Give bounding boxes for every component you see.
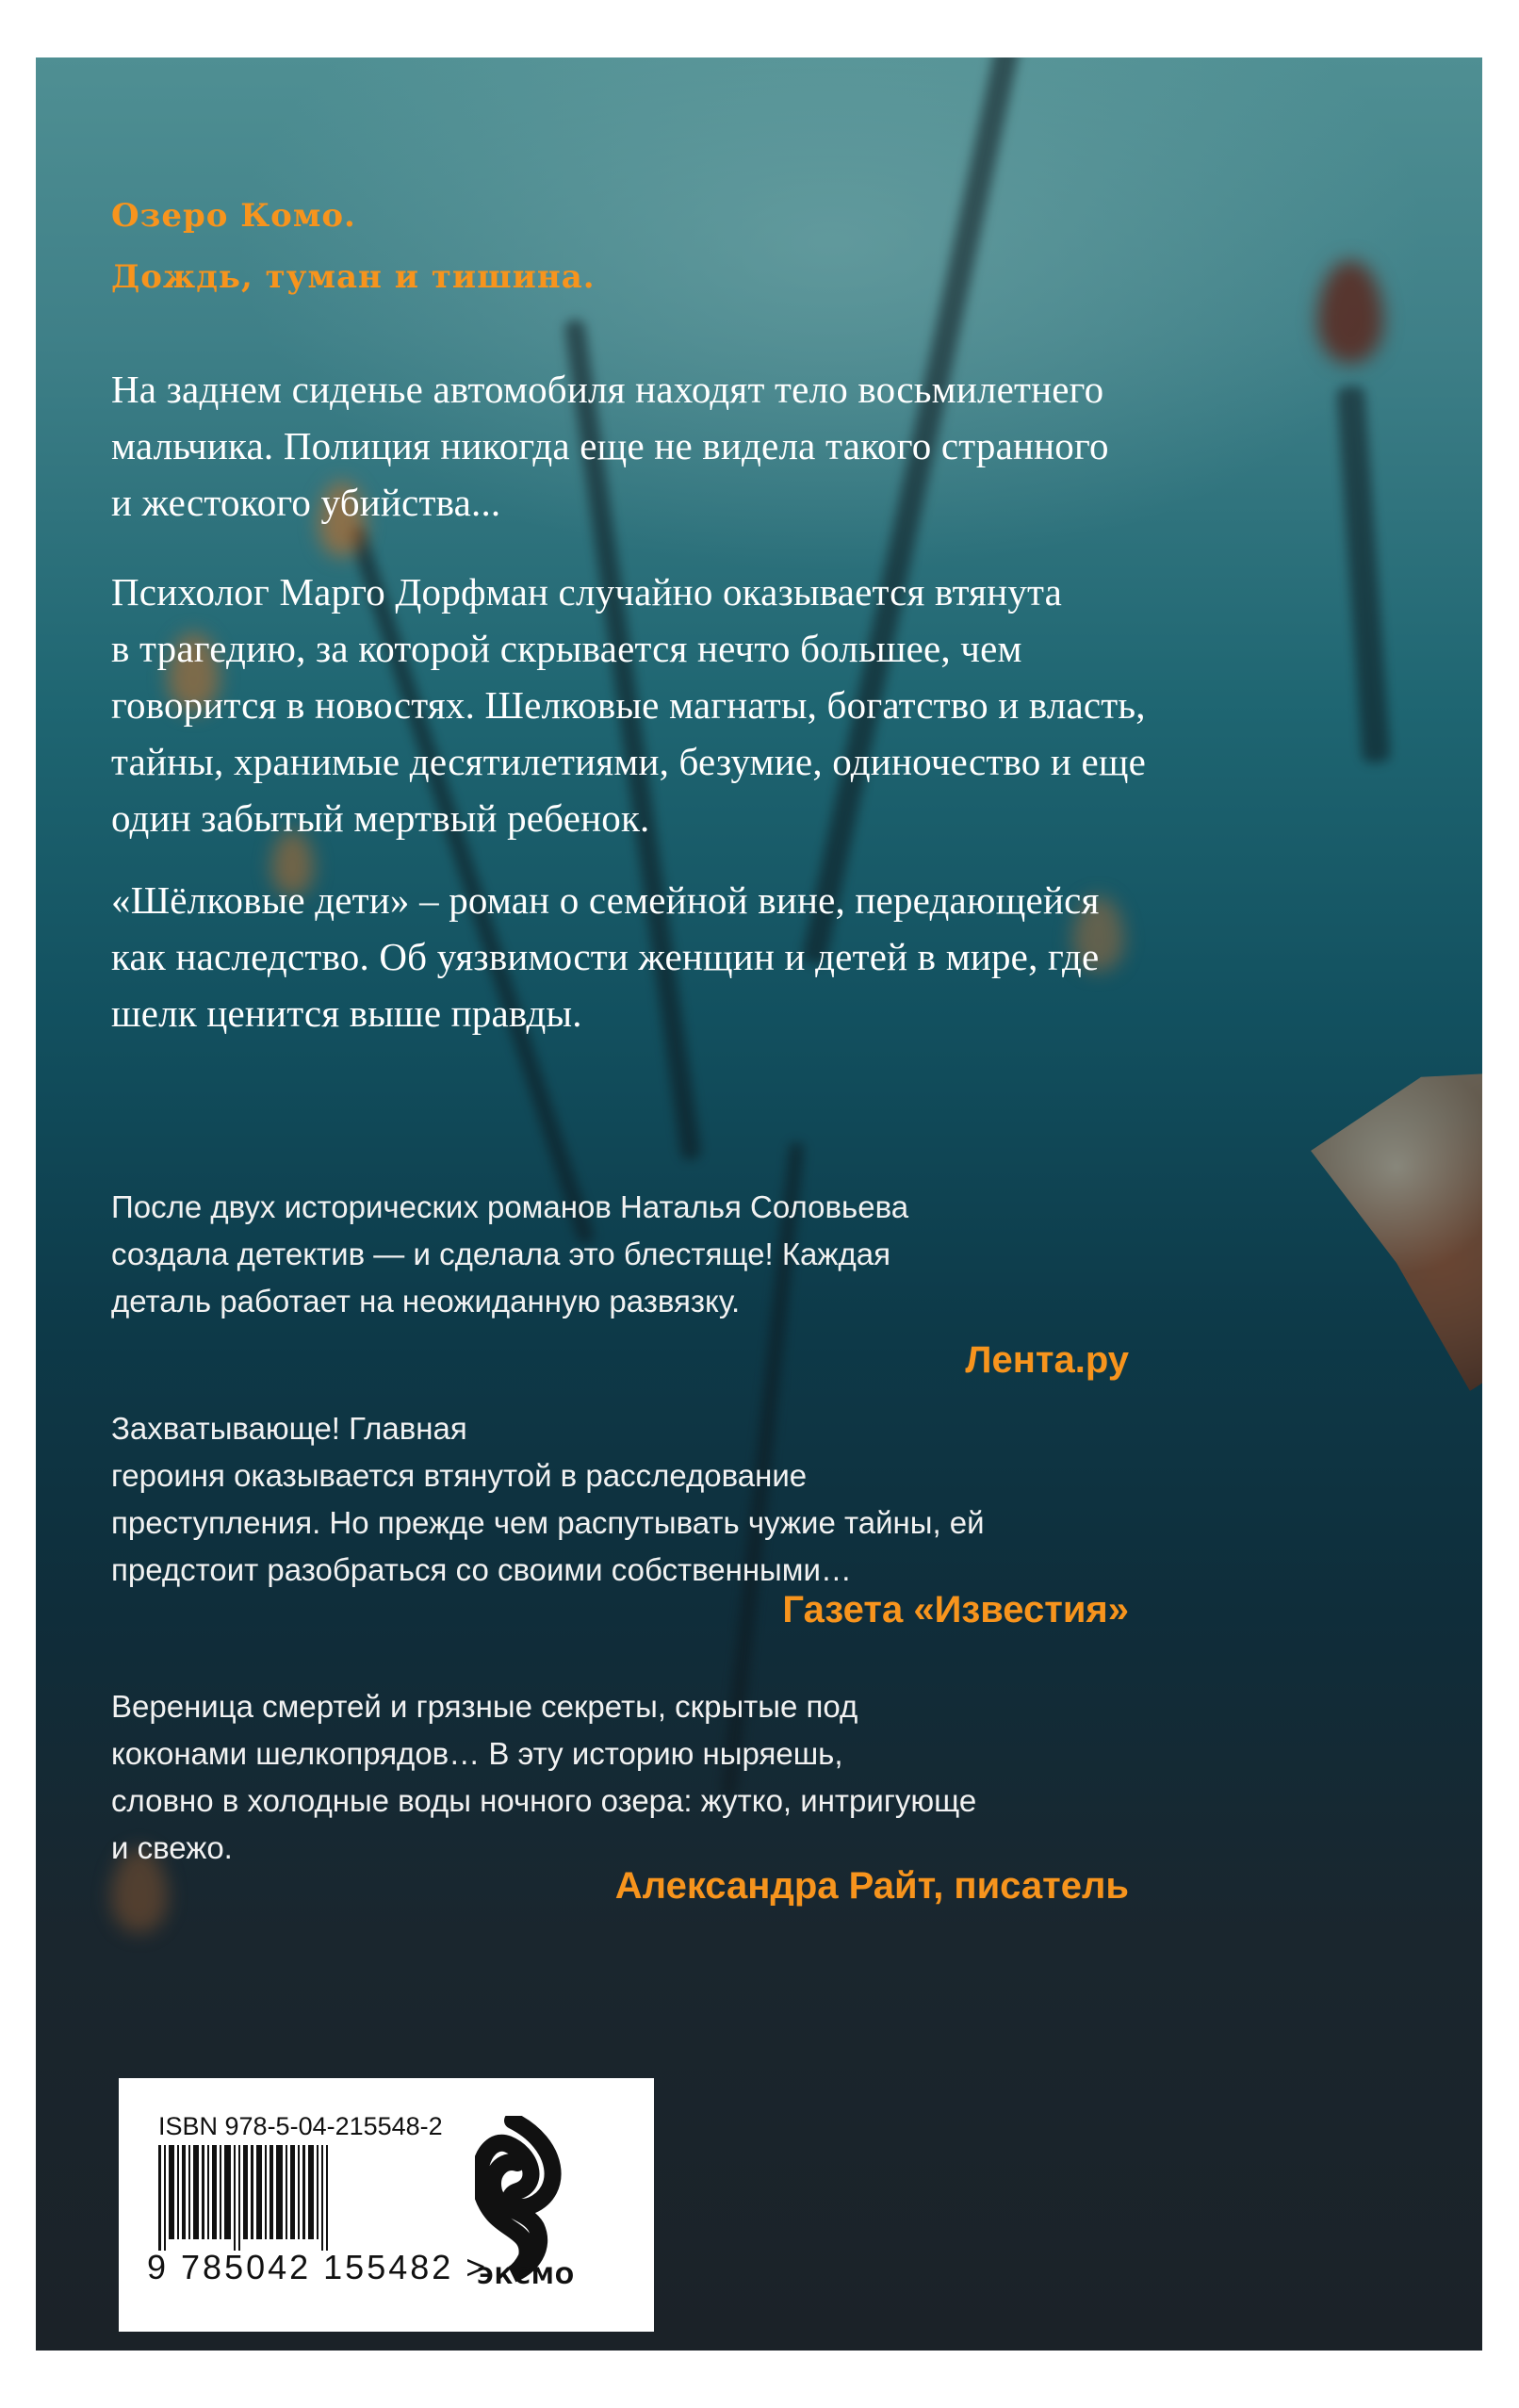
blurb-paragraph-3 [111, 872, 1412, 1041]
review-line: словно в холодные воды ночного озера: жутко, интригующе [111, 1783, 977, 1818]
review-line: коконами шелкопрядов… В эту историю ныряешь, [111, 1736, 843, 1771]
review-line: создала детектив — и сделала это блестяще! Каждая [111, 1237, 890, 1271]
review-line: деталь работает на неожиданную развязку. [111, 1284, 741, 1319]
review-line: Захватывающе! Главная [111, 1411, 467, 1446]
blurb-line: один забытый мертвый ребенок. [111, 796, 650, 840]
review-quote-1 [111, 1184, 1185, 1325]
review-quote-2 [111, 1405, 1185, 1594]
blurb-paragraph-2 [111, 564, 1412, 846]
review-line: После двух исторических романов Наталья Соловьева [111, 1189, 909, 1224]
blurb-line: тайны, хранимые десятилетиями, безумие, одиночество и еще [111, 740, 1147, 783]
blurb-line: говорится в новостях. Шелковые магнаты, богатство и власть, [111, 683, 1146, 727]
barcode-digits: 9 785042 155482 > [147, 2248, 489, 2286]
isbn-label: ISBN 978-5-04-215548-2 [158, 2112, 443, 2140]
blurb-line: Психолог Марго Дорфман случайно оказывается втянута [111, 570, 1063, 614]
barcode-bars [158, 2145, 398, 2251]
blurb-line: как наследство. Об уязвимости женщин и детей в мире, где [111, 935, 1100, 978]
review-line: предстоит разобраться со своими собственными… [111, 1552, 852, 1587]
review-source-2: Газета «Известия» [782, 1589, 1129, 1630]
publisher-name: ЭКСМО [477, 2263, 576, 2289]
blurb-line: шелк ценится выше правды. [111, 991, 582, 1035]
headline-location: Озеро Комо. [111, 197, 356, 235]
barcode-panel [119, 2078, 654, 2332]
review-source-1: Лента.ру [965, 1339, 1129, 1381]
review-quote-3 [111, 1683, 1185, 1872]
review-source-3: Александра Райт, писатель [614, 1865, 1129, 1907]
bud-decoration [1317, 260, 1383, 364]
blurb-paragraph-1 [111, 361, 1412, 531]
review-line: героиня оказывается втянутой в расследование [111, 1458, 808, 1493]
blurb-line: в трагедию, за которой скрывается нечто большее, чем [111, 627, 1022, 670]
blurb-line: «Шёлковые дети» – роман о семейной вине, передающейся [111, 878, 1100, 922]
blurb-line: и жестокого убийства... [111, 481, 501, 524]
blurb-line: мальчика. Полиция никогда еще не видела такого странного [111, 424, 1109, 467]
blurb-line: На заднем сиденье автомобиля находят тело восьмилетнего [111, 368, 1104, 411]
moth-wing-decoration [1298, 1071, 1482, 1391]
review-line: преступления. Но прежде чем распутывать чужие тайны, ей [111, 1505, 985, 1540]
review-line: и свежо. [111, 1830, 233, 1865]
review-line: Вереница смертей и грязные секреты, скрытые под [111, 1689, 858, 1724]
headline-mood: Дождь, туман и тишина. [111, 258, 596, 296]
book-back-cover [36, 57, 1482, 2351]
